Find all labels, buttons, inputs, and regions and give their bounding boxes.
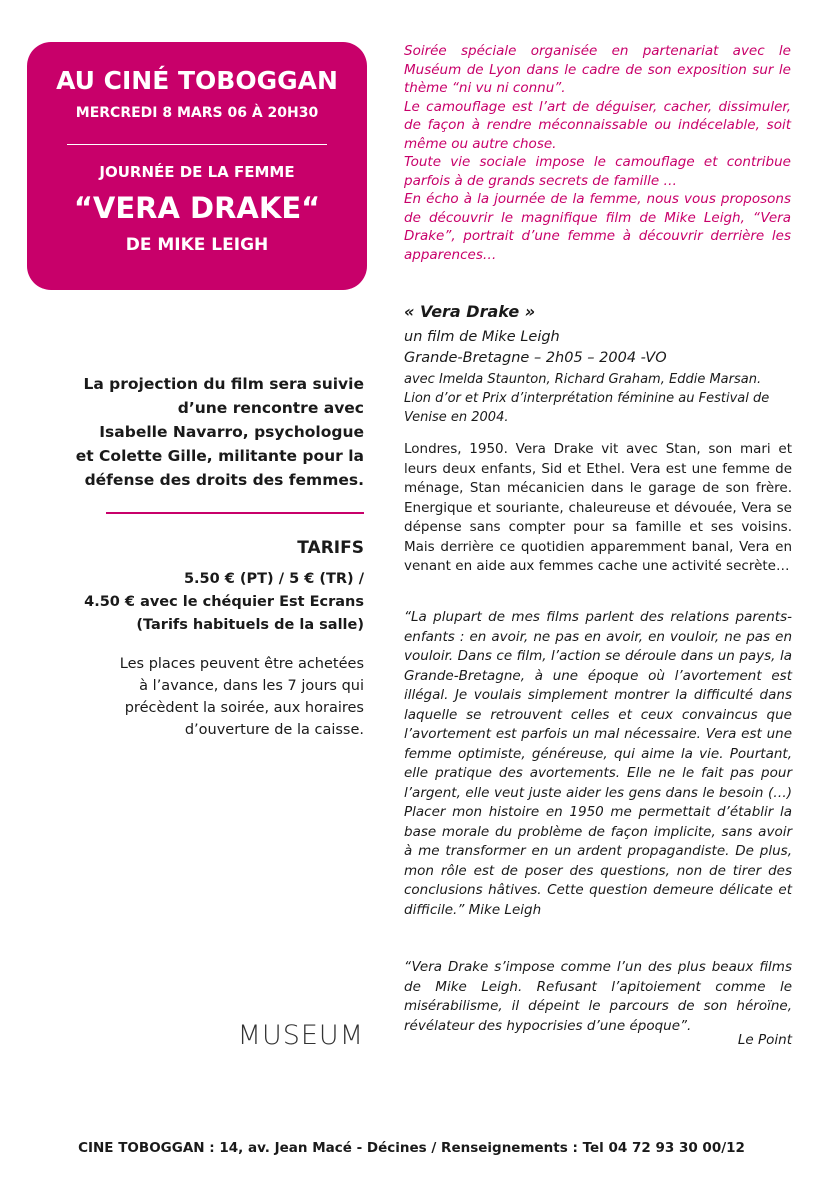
museum-logo: MUSEUM: [237, 1020, 364, 1051]
director-quote: “La plupart de mes films parlent des relations parents-enfants : en avoir, ne pas en avoir, en vouloir, ne pas en vouloir. Dans ce film, l’action se déroule dans un pays, la Grande-Bretagne, à une époque où l’avortement est illégal. Je voulais simplement montrer la difficulté dans laquelle se retrouvent celles et ceux convaincus que l’avortement est parfois un mal nécessaire. Vera est une femme optimiste, généreuse, qui aime la vie. Pourtant, elle pratique des avortements. Elle ne le fait pas pour l’argent, elle veut juste aider les gens dans le besoin (…) Placer mon histoire en 1950 me permettait d’établir la base morale du problème de façon implicite, sans avoir à me transformer en un ardent propagandiste. De plus, mon rôle est de poser des questions, non de tirer des conclusions hâtives. Cette question demeure délicate et difficile.” Mike Leigh: [404, 609, 792, 918]
intro-paragraph: En écho à la journée de la femme, nous vous proposons de découvrir le magnifique film de Mike Leigh, “Vera Drake”, portrait d’une femme à découvrir derrière les apparences…: [404, 191, 791, 263]
ticket-info: [40, 653, 364, 741]
film-awards: Lion d’or et Prix d’interprétation féminine au Festival de Venise en 2004.: [404, 391, 770, 425]
intro-paragraph: Soirée spéciale organisée en partenariat avec le Muséum de Lyon dans le cadre de son exposition sur le thème “ni vu ni connu”.: [404, 43, 791, 96]
ticket-info-line: Les places peuvent être achetées: [119, 656, 364, 672]
intro-paragraph: Le camouflage est l’art de déguiser, cacher, dissimuler, de façon à rendre méconnaissable ou indécelable, soit même ou autre chose.: [404, 98, 791, 152]
film-director: DE MIKE LEIGH: [125, 235, 269, 255]
event-date: MERCREDI 8 MARS 06 À 20H30: [75, 105, 319, 121]
intro-text: [404, 42, 791, 264]
film-title: « Vera Drake »: [404, 302, 536, 321]
ticket-info-line: d’ouverture de la caisse.: [184, 722, 364, 738]
press-quote-source: Le Point: [737, 1032, 792, 1048]
event-name: JOURNÉE DE LA FEMME: [99, 163, 295, 181]
ticket-info-line: précèdent la soirée, aux horaires: [124, 700, 364, 716]
tarif-line: (Tarifs habituels de la salle): [136, 617, 364, 633]
rencontre-line: Isabelle Navarro, psychologue: [99, 423, 364, 441]
intro-paragraph: Toute vie sociale impose le camouflage et contribue parfois à de grands secrets de famille …: [404, 154, 791, 189]
film-details: Grande-Bretagne – 2h05 – 2004 -VO: [404, 350, 667, 366]
film-cast-block: [404, 370, 792, 427]
footer-contact: CINE TOBOGGAN : 14, av. Jean Macé - Décines / Renseignements : Tel 04 72 93 30 00/12: [78, 1140, 745, 1156]
film-synopsis: Londres, 1950. Vera Drake vit avec Stan, son mari et leurs deux enfants, Sid et Ethel. Vera est une femme de ménage, Stan mécanicien dans le garage de son frère. Energique et souriante, chaleureuse et dévouée, Vera se dépense sans compter pour sa famille et ses voisins. Mais derrière ce quotidien apparemment banal, Vera en venant en aide aux femmes cache une activité secrète…: [404, 441, 792, 574]
tarif-line: 5.50 € (PT) / 5 € (TR) /: [183, 571, 364, 587]
cinema-title: AU CINÉ TOBOGGAN: [56, 66, 338, 95]
film-title-heading: “VERA DRAKE“: [73, 191, 321, 225]
rencontre-line: La projection du film sera suivie: [83, 375, 364, 393]
press-quote: “Vera Drake s’impose comme l’un des plus beaux films de Mike Leigh. Refusant l’apitoiement comme le misérabilisme, il dépeint le parcours de son héroïne, révélateur des hypocrisies d’une époque”.: [404, 959, 792, 1034]
tarifs-block: [40, 568, 364, 637]
event-header-box: [27, 42, 367, 290]
rencontre-line: défense des droits des femmes.: [84, 471, 364, 489]
ticket-info-line: à l’avance, dans les 7 jours qui: [139, 678, 364, 694]
film-meta: [404, 327, 792, 369]
section-divider: [106, 512, 364, 514]
rencontre-line: d’une rencontre avec: [177, 399, 364, 417]
tarifs-heading: TARIFS: [297, 538, 364, 558]
film-cast: avec Imelda Staunton, Richard Graham, Eddie Marsan.: [404, 372, 762, 387]
film-credit: un film de Mike Leigh: [404, 329, 560, 345]
rencontre-line: et Colette Gille, militante pour la: [75, 447, 364, 465]
tarif-line: 4.50 € avec le chéquier Est Ecrans: [84, 594, 364, 610]
header-divider: [67, 144, 327, 145]
rencontre-block: [40, 372, 364, 492]
